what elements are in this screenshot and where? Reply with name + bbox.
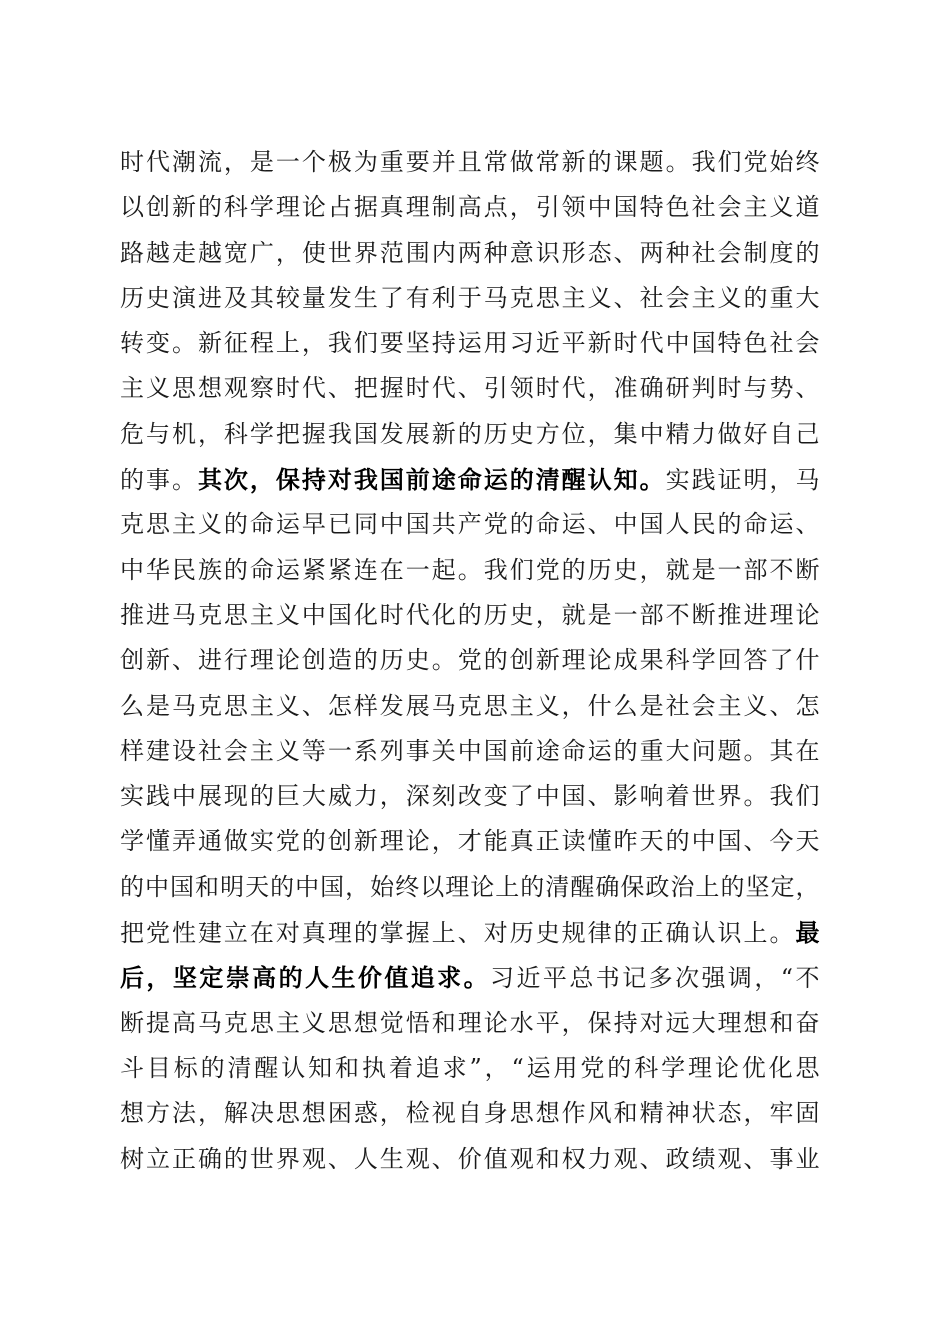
paragraph-text: 把党性建立在对真理的掌握上、对历史规律的正确认识上。: [120, 919, 796, 948]
paragraph-text: 创新、进行理论创造的历史。党的创新理论成果科学回答了什: [120, 646, 820, 675]
text-line: [120, 140, 820, 185]
paragraph-text: 习近平总书记多次强调，“不: [490, 964, 820, 993]
text-line: [120, 1001, 820, 1046]
paragraph-text: 克思主义的命运早已同中国共产党的命运、中国人民的命运、: [120, 510, 820, 539]
text-line: [120, 1091, 820, 1136]
paragraph-text: 断提高马克思主义思想觉悟和理论水平，保持对远大理想和奋: [120, 1008, 820, 1037]
paragraph-text: 推进马克思主义中国化时代化的历史，就是一部不断推进理论: [120, 600, 820, 629]
text-line: [120, 729, 820, 774]
paragraph-text: 危与机，科学把握我国发展新的历史方位，集中精力做好自己: [120, 419, 820, 448]
text-line: [120, 276, 820, 321]
text-line: [120, 185, 820, 230]
text-line: [120, 819, 820, 864]
text-line: [120, 366, 820, 411]
paragraph-text: 树立正确的世界观、人生观、价值观和权力观、政绩观、事业: [120, 1144, 820, 1173]
paragraph-text: 学懂弄通做实党的创新理论，才能真正读懂昨天的中国、今天: [120, 827, 820, 856]
text-line: [120, 231, 820, 276]
paragraph-text: 斗目标的清醒认知和执着追求”，“运用党的科学理论优化思: [120, 1053, 820, 1082]
text-line: [120, 502, 820, 547]
paragraph-text: 的中国和明天的中国，始终以理论上的清醒确保政治上的坚定，: [120, 872, 820, 901]
paragraph-text: 么是马克思主义、怎样发展马克思主义，什么是社会主义、怎: [120, 691, 820, 720]
paragraph-text: 转变。新征程上，我们要坚持运用习近平新时代中国特色社会: [120, 329, 820, 358]
text-line: [120, 321, 820, 366]
text-line: [120, 1046, 820, 1091]
bold-heading-text: 最: [795, 918, 820, 948]
text-line: [120, 865, 820, 910]
paragraph-text: 时代潮流，是一个极为重要并且常做常新的课题。我们党始终: [120, 148, 820, 176]
text-line: [120, 910, 820, 955]
text-line: [120, 774, 820, 819]
text-line: [120, 548, 820, 593]
paragraph-text: 实践中展现的巨大威力，深刻改变了中国、影响着世界。我们: [120, 782, 820, 811]
bold-heading-text: 其次，保持对我国前途命运的清醒认知。: [197, 465, 666, 495]
text-line: [120, 593, 820, 638]
paragraph-text: 样建设社会主义等一系列事关中国前途命运的重大问题。其在: [120, 736, 820, 765]
text-line: [120, 684, 820, 729]
paragraph-text: 主义思想观察时代、把握时代、引领时代，准确研判时与势、: [120, 374, 820, 403]
paragraph-text: 以创新的科学理论占据真理制高点，引领中国特色社会主义道: [120, 193, 820, 222]
paragraph-text: 中华民族的命运紧紧连在一起。我们党的历史，就是一部不断: [120, 555, 820, 584]
bold-heading-text: 后，坚定崇高的人生价值追求。: [120, 963, 491, 993]
text-line: [120, 638, 820, 683]
paragraph-text: 想方法，解决思想困惑，检视自身思想作风和精神状态，牢固: [120, 1099, 820, 1128]
paragraph-text: 实践证明，马: [665, 466, 821, 495]
text-line: [120, 412, 820, 457]
paragraph-text: 路越走越宽广，使世界范围内两种意识形态、两种社会制度的: [120, 238, 820, 267]
text-line: [120, 955, 820, 1000]
paragraph-text: 历史演进及其较量发生了有利于马克思主义、社会主义的重大: [120, 283, 820, 312]
paragraph-text: 的事。: [120, 466, 198, 495]
body-text: [120, 140, 820, 1182]
text-line: [120, 1137, 820, 1182]
text-line: [120, 457, 820, 502]
